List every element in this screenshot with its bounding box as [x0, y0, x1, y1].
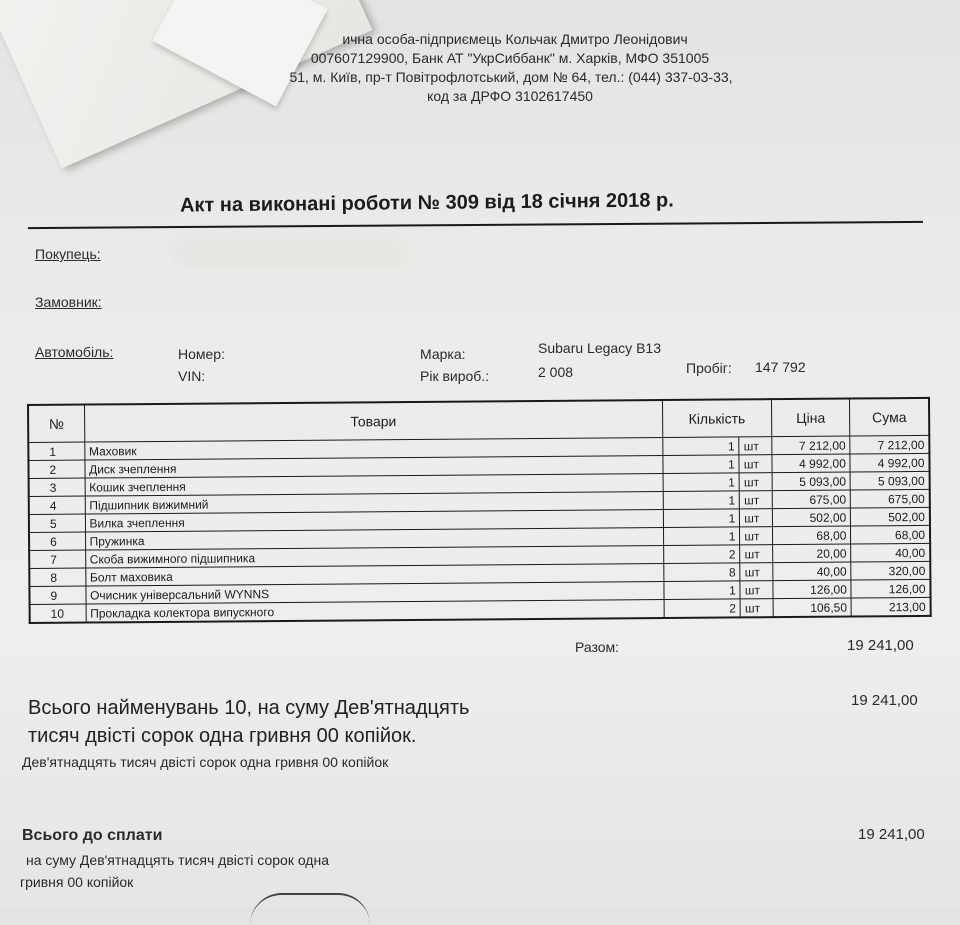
- item-quantity: 1: [663, 509, 740, 528]
- row-number: 10: [30, 604, 86, 623]
- item-quantity: 2: [664, 599, 741, 618]
- item-name: Скоба вижимного підшипника: [85, 546, 663, 569]
- header-line-2: 007607129900, Банк АТ "УкрСиббанк" м. Харків, МФО 351005: [310, 50, 710, 66]
- item-sum: 5 093,00: [850, 471, 929, 490]
- summary-words: Дев'ятнадцять тисяч двісті сорок одна гривня 00 копійок: [22, 754, 389, 770]
- mileage-value: 147 792: [755, 359, 806, 375]
- header-line-1: ична особа-підприємець Кольчак Дмитро Леонідович: [342, 31, 688, 47]
- header-name: Товари: [84, 400, 663, 442]
- item-sum: 68,00: [851, 525, 930, 544]
- document-title: Акт на виконані роботи № 309 від 18 січня 2018 р.: [179, 189, 674, 217]
- redacted-buyer: [175, 240, 405, 266]
- header-line-3: 51, м. Київ, пр-т Повітрофлотський, дом № 64, тел.: (044) 337-03-33,: [289, 69, 733, 85]
- item-quantity: 1: [664, 581, 741, 600]
- year-value: 2 008: [538, 364, 574, 380]
- row-number: 1: [28, 442, 84, 460]
- item-unit: шт: [740, 527, 773, 545]
- item-sum: 4 992,00: [850, 453, 929, 472]
- item-price: 40,00: [773, 562, 852, 581]
- item-price: 106,50: [773, 598, 852, 617]
- number-label: Номер:: [178, 346, 225, 362]
- row-number: 2: [28, 460, 84, 478]
- item-sum: 320,00: [851, 561, 930, 580]
- item-unit: шт: [740, 509, 773, 527]
- item-quantity: 1: [663, 527, 740, 546]
- item-name: Кошик зчеплення: [85, 474, 663, 497]
- row-number: 5: [29, 514, 85, 532]
- razom-value: 19 241,00: [847, 637, 914, 654]
- pay-label: Всього до сплати: [22, 827, 163, 844]
- title-underline: [28, 221, 923, 229]
- header-sum: Сума: [850, 398, 929, 436]
- item-quantity: 1: [663, 491, 740, 510]
- pay-words-1: на суму Дев'ятнадцять тисяч двісті сорок одна: [26, 852, 329, 868]
- item-price: 20,00: [772, 544, 851, 563]
- item-price: 68,00: [772, 526, 851, 545]
- item-price: 4 992,00: [772, 454, 851, 473]
- item-price: 502,00: [772, 508, 851, 527]
- header-qty: Кількість: [662, 399, 771, 437]
- row-number: 6: [29, 532, 85, 550]
- item-price: 675,00: [772, 490, 851, 509]
- item-quantity: 1: [663, 473, 740, 492]
- year-label: Рік вироб.:: [420, 368, 490, 384]
- vin-label: VIN:: [178, 368, 206, 384]
- item-name: Прокладка колектора випускного: [86, 600, 664, 623]
- row-number: 4: [29, 496, 85, 514]
- signature-stroke: [250, 893, 370, 925]
- item-unit: шт: [740, 545, 773, 563]
- item-name: Болт маховика: [85, 564, 663, 587]
- row-number: 8: [29, 568, 85, 586]
- item-sum: 126,00: [851, 579, 930, 598]
- item-unit: шт: [740, 491, 773, 509]
- item-name: Пружинка: [85, 528, 663, 551]
- item-unit: шт: [740, 581, 773, 599]
- pay-value: 19 241,00: [858, 826, 925, 843]
- summary-line-2: тисяч двісті сорок одна гривня 00 копійок.: [28, 725, 417, 747]
- item-name: Диск зчеплення: [84, 456, 662, 479]
- car-label: Автомобіль:: [35, 344, 114, 360]
- item-sum: 213,00: [851, 597, 930, 616]
- header-no: №: [28, 405, 84, 443]
- items-table: [27, 397, 932, 624]
- item-sum: 7 212,00: [850, 435, 929, 454]
- item-name: Вилка зчеплення: [85, 510, 663, 533]
- customer-label: Замовник:: [35, 294, 102, 310]
- header-line-4: код за ДРФО 3102617450: [427, 88, 593, 104]
- summary-value: 19 241,00: [851, 692, 918, 709]
- row-number: 9: [29, 586, 85, 604]
- item-unit: шт: [740, 599, 773, 618]
- item-quantity: 1: [663, 455, 740, 474]
- item-name: Очисник універсальний WYNNS: [85, 582, 663, 605]
- item-quantity: 2: [663, 545, 740, 564]
- item-unit: шт: [739, 455, 772, 473]
- razom-label: Разом:: [575, 639, 620, 655]
- item-price: 5 093,00: [772, 472, 851, 491]
- item-price: 126,00: [773, 580, 852, 599]
- row-number: 7: [29, 550, 85, 568]
- row-number: 3: [29, 478, 85, 496]
- item-unit: шт: [739, 473, 772, 491]
- item-quantity: 1: [663, 437, 740, 456]
- item-sum: 40,00: [851, 543, 930, 562]
- item-sum: 675,00: [851, 489, 930, 508]
- item-name: Підшипник вижимний: [85, 492, 663, 515]
- item-unit: шт: [740, 563, 773, 581]
- item-price: 7 212,00: [772, 436, 851, 455]
- pay-words-2: гривня 00 копійок: [20, 874, 134, 890]
- item-name: Маховик: [84, 438, 662, 461]
- buyer-label: Покупець:: [35, 246, 101, 262]
- mileage-label: Пробіг:: [686, 360, 732, 376]
- item-unit: шт: [739, 437, 772, 455]
- make-value: Subaru Legacy B13: [538, 340, 661, 356]
- item-quantity: 8: [664, 563, 741, 582]
- summary-line-1: Всього найменувань 10, на суму Дев'ятнадцять: [28, 697, 470, 719]
- item-sum: 502,00: [851, 507, 930, 526]
- header-price: Ціна: [771, 399, 850, 437]
- make-label: Марка:: [420, 346, 466, 362]
- company-header: [250, 30, 770, 106]
